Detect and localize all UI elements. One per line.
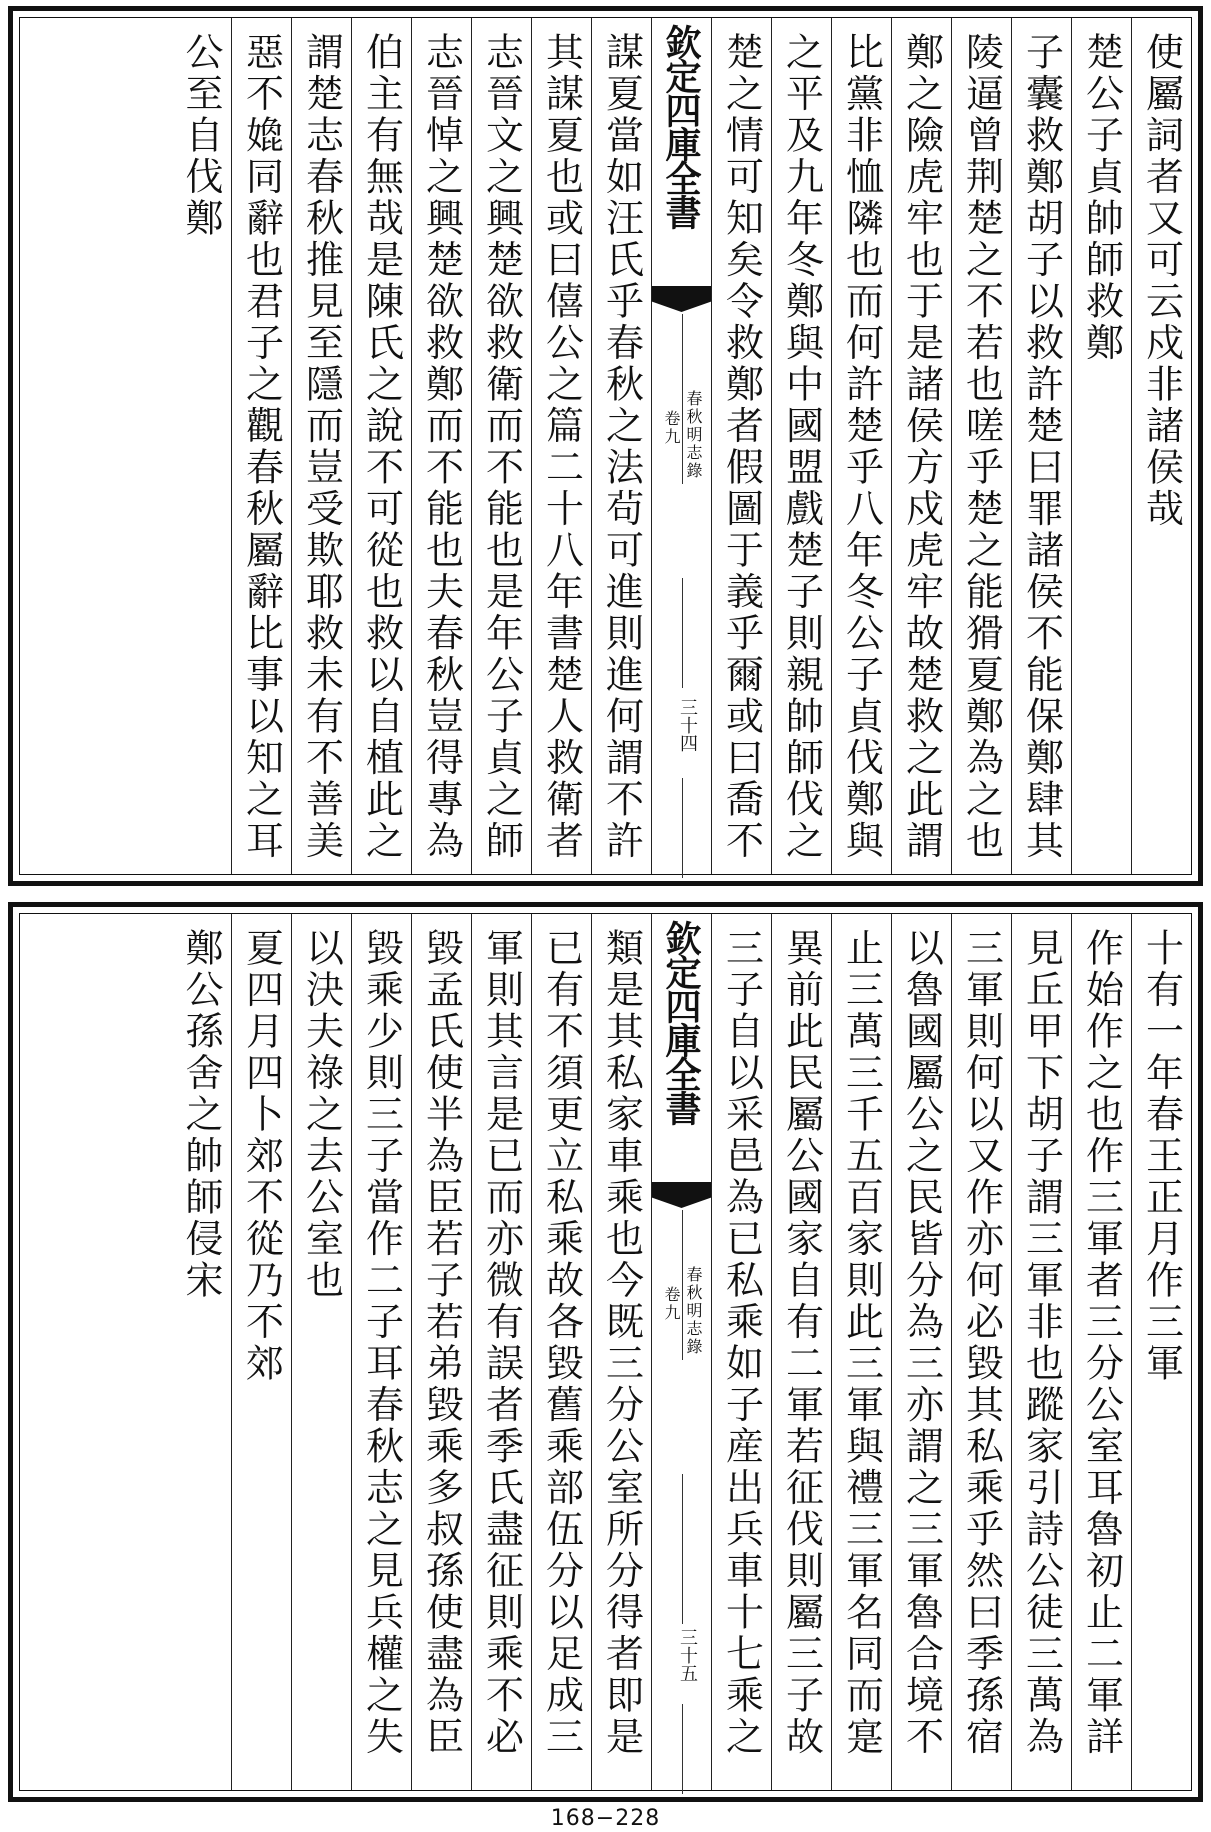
text-column <box>411 18 471 874</box>
column-text: 伯主有無哉是陳氏之說不可從也救以自植此之 <box>359 32 404 862</box>
column-text: 以魯國屬公之民皆分為三亦謂之三軍魯合境不 <box>899 928 944 1758</box>
column-text: 謂楚志春秋推見至隱而豈受欺耶救未有不善美 <box>299 32 344 862</box>
column-text: 陵逼曾荆楚之不若也嗟乎楚之能猾夏鄭為之也 <box>959 32 1004 862</box>
bottom-page-columns <box>20 914 1191 1790</box>
text-column <box>291 18 351 874</box>
text-column <box>411 914 471 1790</box>
gutter-line <box>682 1704 683 1794</box>
text-column <box>891 18 951 874</box>
text-column <box>1131 18 1191 874</box>
text-column <box>1071 914 1131 1790</box>
page-footer-number: 168−228 <box>550 1806 661 1831</box>
fish-tail-mark <box>652 286 711 312</box>
column-text: 楚公子貞帥師救鄭 <box>1079 32 1124 364</box>
text-column <box>771 914 831 1790</box>
column-text: 異前此民屬公國家自有二軍若征伐則屬三子故 <box>779 928 824 1758</box>
column-text: 類是其私家車乘也今既三分公室所分得者即是 <box>599 928 644 1758</box>
center-gutter <box>651 18 711 874</box>
column-text: 三子自以采邑為已私乘如子産出兵車十七乘之 <box>719 928 764 1758</box>
column-text: 公至自伐鄭 <box>179 32 223 240</box>
gutter-volume: 卷九 <box>662 410 681 446</box>
column-text: 其謀夏也或曰僖公之篇二十八年書楚人救衛者 <box>539 32 584 862</box>
text-column <box>171 18 231 874</box>
bottom-page-frame <box>19 913 1192 1791</box>
column-text: 謀夏當如汪氏乎春秋之法茍可進則進何謂不許 <box>599 32 644 862</box>
gutter-page-number: 三十四 <box>677 698 698 752</box>
text-column <box>231 914 291 1790</box>
text-column <box>1071 18 1131 874</box>
text-column <box>591 18 651 874</box>
column-text: 惡不嫓同辭也君子之觀春秋屬辭比事以知之耳 <box>239 32 284 862</box>
gutter-book-title: 春秋明志錄 <box>684 1266 703 1356</box>
top-page <box>8 6 1203 886</box>
column-text: 志晉悼之興楚欲救鄭而不能也夫春秋豈得專為 <box>419 32 464 862</box>
column-text: 已有不須更立私乘故各毀舊乘部伍分以足成三 <box>539 928 584 1758</box>
text-column <box>231 18 291 874</box>
text-column <box>351 914 411 1790</box>
column-text: 十有一年春王正月作三軍 <box>1139 928 1184 1385</box>
text-column <box>1011 18 1071 874</box>
column-text: 以決夫祿之去公室也 <box>299 928 344 1302</box>
column-text: 之平及九年冬鄭與中國盟戲楚子則親帥師伐之 <box>779 32 824 862</box>
column-text: 比黨非恤隣也而何許楚乎八年冬公子貞伐鄭與 <box>839 32 884 862</box>
column-text: 作始作之也作三軍者三分公室耳魯初止二軍詳 <box>1079 928 1124 1758</box>
text-column <box>291 914 351 1790</box>
text-column <box>471 914 531 1790</box>
center-gutter <box>651 914 711 1790</box>
column-text: 夏四月四卜郊不從乃不郊 <box>239 928 284 1385</box>
text-column <box>351 18 411 874</box>
gutter-page-number: 三十五 <box>677 1628 698 1682</box>
text-column <box>951 914 1011 1790</box>
text-column <box>1131 914 1191 1790</box>
text-column <box>891 914 951 1790</box>
text-column <box>531 18 591 874</box>
gutter-book-title: 春秋明志錄 <box>684 390 703 480</box>
column-text: 止三萬三千五百家則此三軍與禮三軍名同而寔 <box>839 928 884 1758</box>
column-text: 見丘甲下胡子謂三軍非也蹤家引詩公徒三萬為 <box>1019 928 1064 1758</box>
gutter-volume: 卷九 <box>662 1286 681 1322</box>
text-column <box>831 18 891 874</box>
text-column <box>951 18 1011 874</box>
column-text: 子囊救鄭胡子以救許楚曰罪諸侯不能保鄭肆其 <box>1019 32 1064 862</box>
top-page-columns <box>20 18 1191 874</box>
text-column <box>711 18 771 874</box>
column-text: 楚之情可知矣令救鄭者假圖于義乎爾或曰喬不 <box>719 32 764 862</box>
bottom-page <box>8 902 1203 1802</box>
gutter-line <box>682 578 683 688</box>
text-column <box>471 18 531 874</box>
text-column <box>1011 914 1071 1790</box>
gutter-line <box>682 1474 683 1624</box>
top-page-frame <box>19 17 1192 875</box>
column-text: 軍則其言是已而亦微有誤者季氏盡征則乘不必 <box>479 928 524 1758</box>
column-text: 使屬詞者又可云戍非諸侯哉 <box>1139 32 1184 530</box>
text-column <box>711 914 771 1790</box>
text-column <box>831 914 891 1790</box>
text-column <box>771 18 831 874</box>
gutter-line <box>682 778 683 878</box>
fish-tail-mark <box>652 1182 711 1208</box>
column-text: 毀孟氏使半為臣若子若弟毀乘多叔孫使盡為臣 <box>419 928 464 1758</box>
text-column <box>531 914 591 1790</box>
column-text: 鄭公孫舍之帥師侵宋 <box>179 928 223 1302</box>
gutter-title: 欽定四庫全書 <box>660 920 702 1124</box>
text-column <box>171 914 231 1790</box>
column-text: 志晉文之興楚欲救衛而不能也是年公子貞之師 <box>479 32 524 862</box>
column-text: 三軍則何以又作亦何必毀其私乘乎然曰季孫宿 <box>959 928 1004 1758</box>
text-column <box>591 914 651 1790</box>
column-text: 鄭之險虎牢也于是諸侯方戍虎牢故楚救之此謂 <box>899 32 944 862</box>
gutter-title: 欽定四庫全書 <box>660 24 702 228</box>
column-text: 毀乘少則三子當作二子耳春秋志之見兵權之失 <box>359 928 404 1758</box>
